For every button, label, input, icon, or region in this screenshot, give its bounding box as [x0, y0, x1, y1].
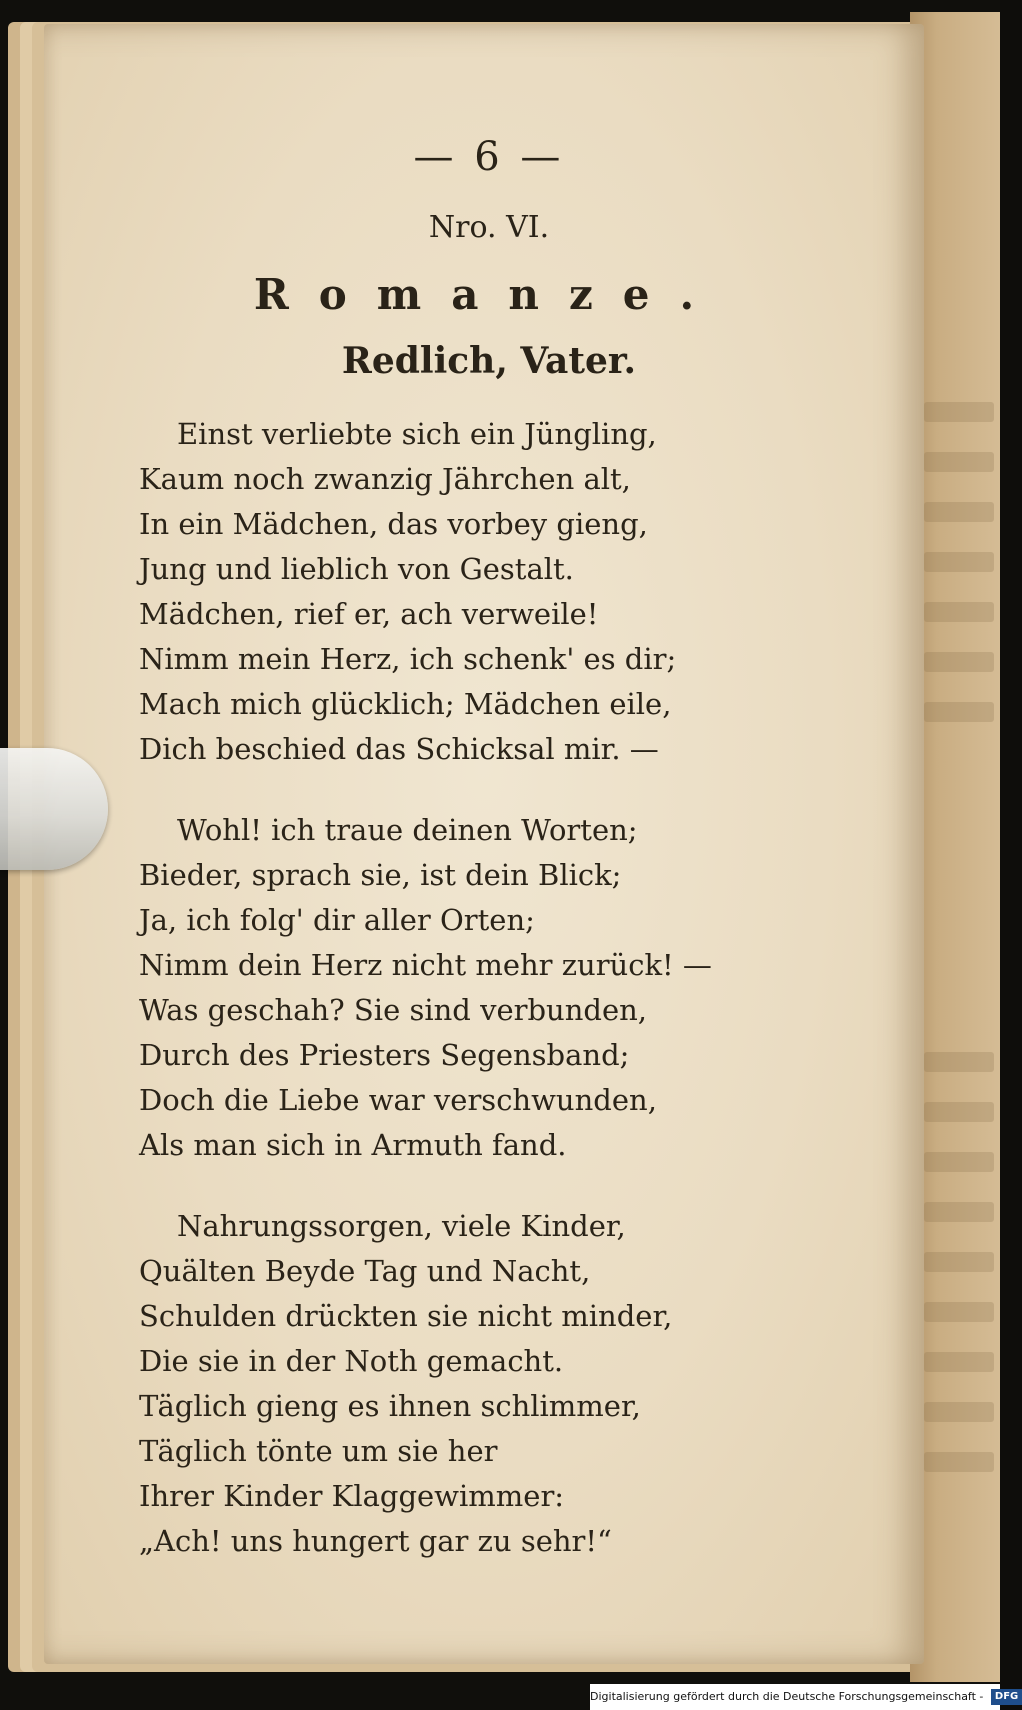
verse-line: Kaum noch zwanzig Jährchen alt,	[139, 462, 631, 496]
bleed-through-line	[924, 1452, 994, 1472]
poem-title: Romanze.	[253, 270, 725, 319]
verse-line: In ein Mädchen, das vorbey gieng,	[139, 507, 648, 541]
verse-line: Quälten Beyde Tag und Nacht,	[139, 1254, 591, 1288]
digitization-credit: Digitalisierung gefördert durch die Deutsche Forschungsgemeinschaft -	[590, 1690, 984, 1703]
verse-line: Mach mich glücklich; Mädchen eile,	[139, 687, 672, 721]
bleed-through-line	[924, 452, 994, 472]
page-number: — 6 —	[413, 134, 565, 180]
dfg-logo-icon: DFG	[991, 1689, 1022, 1705]
verse-line: Nahrungssorgen, viele Kinder,	[177, 1209, 626, 1243]
verse-line: Bieder, sprach sie, ist dein Blick;	[139, 858, 622, 892]
verse-line: Durch des Priesters Segensband;	[139, 1038, 630, 1072]
bleed-through-line	[924, 1352, 994, 1372]
poem-subtitle: Redlich, Vater.	[341, 340, 637, 382]
verse-line: Die sie in der Noth gemacht.	[139, 1344, 564, 1378]
bleed-through-line	[924, 602, 994, 622]
verse-line: Täglich gieng es ihnen schlimmer,	[139, 1389, 641, 1423]
bleed-through-line	[924, 552, 994, 572]
bleed-through-line	[924, 1152, 994, 1172]
verse-line: Mädchen, rief er, ach verweile!	[139, 597, 599, 631]
verse-line: Ja, ich folg' dir aller Orten;	[139, 903, 535, 937]
verse-line: Nimm dein Herz nicht mehr zurück! —	[139, 948, 712, 982]
stanza-2	[139, 808, 779, 1168]
poem-number: Nro. VI.	[428, 210, 550, 245]
verse-line: Wohl! ich traue deinen Worten;	[177, 813, 638, 847]
stanza-3	[139, 1204, 779, 1564]
bleed-through-line	[924, 1302, 994, 1322]
stanza-1	[139, 412, 779, 772]
book-page	[44, 24, 924, 1664]
bleed-through-line	[924, 1052, 994, 1072]
verse-line: Nimm mein Herz, ich schenk' es dir;	[139, 642, 677, 676]
verse-line: Jung und lieblich von Gestalt.	[139, 552, 574, 586]
verse-line: Einst verliebte sich ein Jüngling,	[177, 417, 657, 451]
bleed-through-line	[924, 1102, 994, 1122]
bleed-through-line	[924, 1252, 994, 1272]
verse-line: Dich beschied das Schicksal mir. —	[139, 732, 659, 766]
bleed-through-line	[924, 502, 994, 522]
verse-line: Doch die Liebe war verschwunden,	[139, 1083, 657, 1117]
verse-line: Als man sich in Armuth fand.	[139, 1128, 567, 1162]
bleed-through-line	[924, 1202, 994, 1222]
verse-line: Täglich tönte um sie her	[139, 1434, 498, 1468]
page-content	[139, 134, 779, 1564]
bleed-through-line	[924, 1402, 994, 1422]
digitization-credit-bar	[590, 1684, 1019, 1710]
verse-line: Schulden drückten sie nicht minder,	[139, 1299, 673, 1333]
bleed-through-line	[924, 652, 994, 672]
bleed-through-line	[924, 402, 994, 422]
verse-line: „Ach! uns hungert gar zu sehr!“	[139, 1524, 612, 1558]
bleed-through-line	[924, 702, 994, 722]
verse-line: Ihrer Kinder Klaggewimmer:	[139, 1479, 565, 1513]
verse-line: Was geschah? Sie sind verbunden,	[139, 993, 648, 1027]
